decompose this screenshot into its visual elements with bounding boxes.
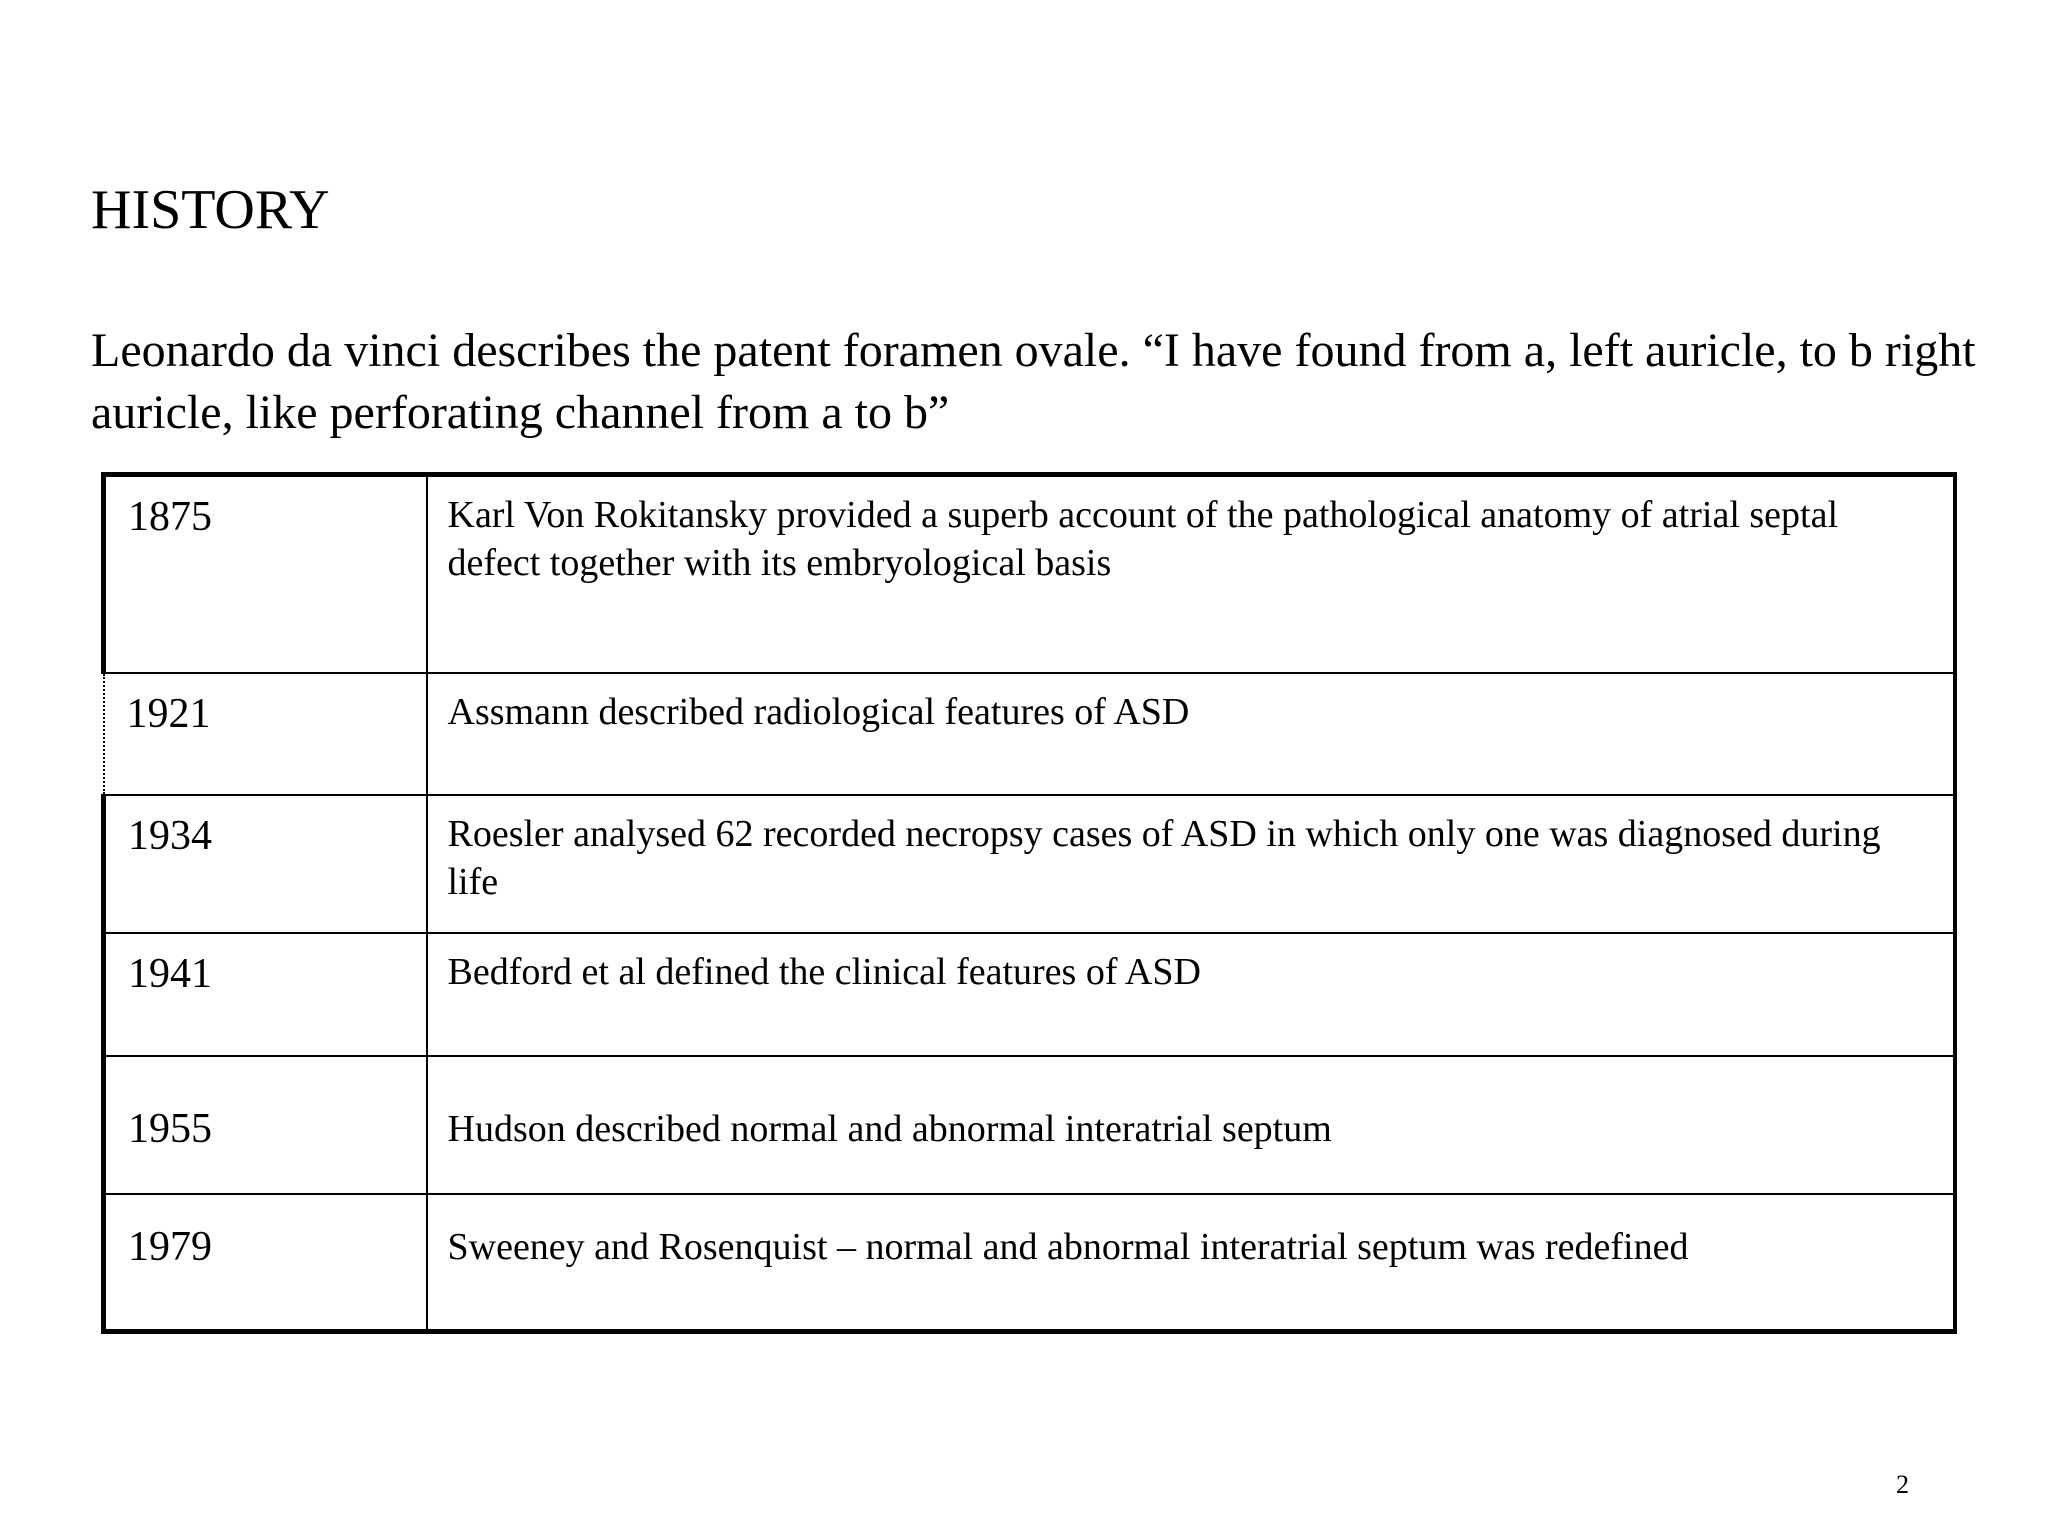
intro-paragraph: Leonardo da vinci describes the patent foramen ovale. “I have found from a, left auricle, to b right auricle, like perforating channel from a to b”	[91, 324, 1976, 439]
year-text: 1979	[128, 1223, 212, 1270]
event-cell	[427, 933, 1955, 1056]
year-text: 1875	[128, 494, 212, 540]
year-text: 1955	[128, 1105, 212, 1152]
year-text: 1941	[128, 950, 212, 997]
year-cell	[104, 673, 427, 795]
event-text: Sweeney and Rosenquist – normal and abnormal interatrial septum was redefined	[447, 1225, 1689, 1268]
year-cell	[104, 475, 427, 673]
event-cell	[427, 1194, 1955, 1332]
slide-title: HISTORY	[91, 179, 330, 241]
year-cell	[104, 1194, 427, 1332]
page-number: 2	[1896, 1470, 1909, 1499]
event-text: Bedford et al defined the clinical features of ASD	[447, 950, 1201, 993]
year-text: 1934	[128, 812, 212, 859]
event-cell	[427, 1056, 1955, 1194]
event-text: Hudson described normal and abnormal interatrial septum	[447, 1107, 1332, 1150]
year-cell	[104, 933, 427, 1056]
table-row	[104, 795, 1955, 933]
event-cell	[427, 673, 1955, 795]
table-row	[104, 933, 1955, 1056]
table-row	[104, 475, 1955, 673]
event-cell	[427, 475, 1955, 673]
event-text: Karl Von Rokitansky provided a superb account of the pathological anatomy of atrial septal defect together with its embryological basis	[447, 494, 1839, 584]
year-text: 1921	[126, 690, 211, 737]
event-text: Assmann described radiological features of ASD	[447, 690, 1190, 733]
year-cell	[104, 1056, 427, 1194]
history-timeline-table	[101, 472, 1957, 1334]
table-row	[104, 1056, 1955, 1194]
event-text: Roesler analysed 62 recorded necropsy cases of ASD in which only one was diagnosed during life	[447, 812, 1881, 903]
table-row	[104, 673, 1955, 795]
year-cell	[104, 795, 427, 933]
table-row	[104, 1194, 1955, 1332]
event-cell	[427, 795, 1955, 933]
